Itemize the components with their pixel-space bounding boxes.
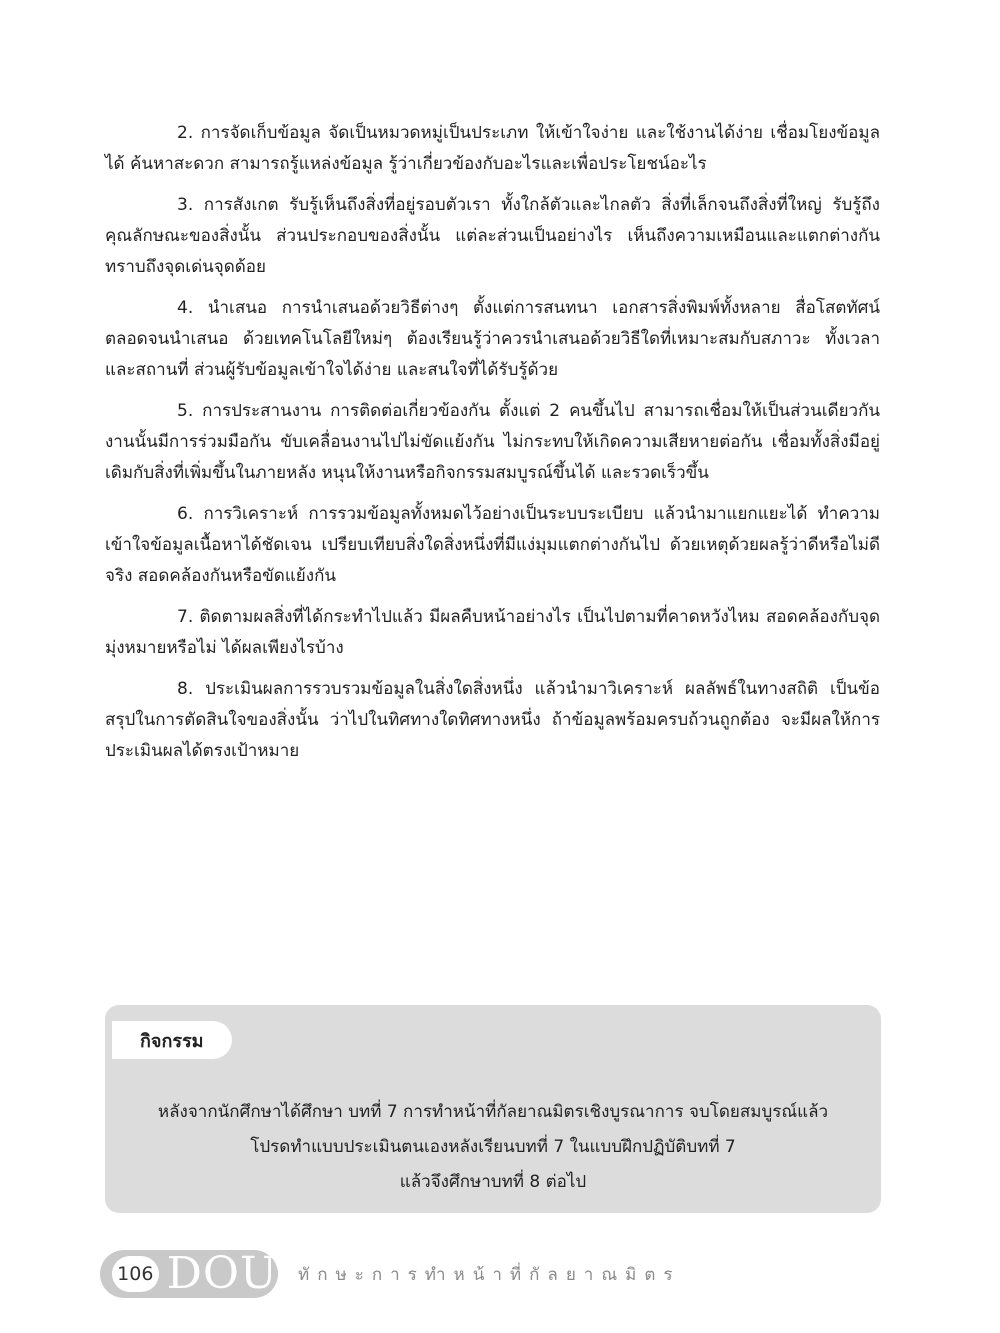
activity-label: กิจกรรม [112, 1021, 232, 1059]
paragraph-item-2: 2. การจัดเก็บข้อมูล จัดเป็นหมวดหมู่เป็นประเภท ให้เข้าใจง่าย และใช้งานได้ง่าย เชื่อมโยงข้อมูลได้ ค้นหาสะดวก สามารถรู้แหล่งข้อมูล รู้ว่าเกี่ยวข้องกับอะไรและเพื่อประโยชน์อะไร [105, 123, 880, 174]
activity-line-1: หลังจากนักศึกษาได้ศึกษา บทที่ 7 การทำหน้าที่กัลยาณมิตรเชิงบูรณาการ จบโดยสมบูรณ์แล้ว [157, 1102, 829, 1122]
paragraph-item-3: 3. การสังเกต รับรู้เห็นถึงสิ่งที่อยู่รอบตัวเรา ทั้งใกล้ตัวและไกลตัว สิ่งที่เล็กจนถึงสิ่งที่ใหญ่ รับรู้ถึงคุณลักษณะของสิ่งนั้น ส่วนประกอบของสิ่งนั้น แต่ละส่วนเป็นอย่างไร เห็นถึงความเหมือนและแตกต่างกัน ทราบถึงจุดเด่นจุดด้อย [105, 195, 880, 277]
page-number: 106 [112, 1256, 159, 1292]
activity-line-3: แล้วจึงศึกษาบทที่ 8 ต่อไป [399, 1172, 587, 1192]
paragraph-item-7: 7. ติดตามผลสิ่งที่ได้กระทำไปแล้ว มีผลคืบหน้าอย่างไร เป็นไปตามที่คาดหวังไหม สอดคล้องกับจุดมุ่งหมายหรือไม่ ได้ผลเพียงไรบ้าง [105, 607, 880, 658]
paragraph-item-5: 5. การประสานงาน การติดต่อเกี่ยวข้องกัน ตั้งแต่ 2 คนขึ้นไป สามารถเชื่อมให้เป็นส่วนเดียวกัน งานนั้นมีการร่วมมือกัน ขับเคลื่อนงานไปไม่ขัดแย้งกัน ไม่กระทบให้เกิดความเสียหายต่อกัน เชื่อมทั้งสิ่งมีอยู่เดิมกับสิ่งที่เพิ่มขึ้นในภายหลัง หนุนให้งานหรือกิจกรรมสมบูรณ์ขึ้นได้ และรวดเร็วขึ้น [105, 401, 880, 483]
activity-line-2: โปรดทำแบบประเมินตนเองหลังเรียนบทที่ 7 ในแบบฝึกปฏิบัติบทที่ 7 [250, 1137, 736, 1157]
activity-instructions [105, 1095, 881, 1200]
running-title: ทักษะการทำหน้าที่กัลยาณมิตร [298, 1264, 681, 1285]
paragraph-item-4: 4. นำเสนอ การนำเสนอด้วยวิธีต่างๆ ตั้งแต่การสนทนา เอกสารสิ่งพิมพ์ทั้งหลาย สื่อโสตทัศน์ ตลอดจนนำเสนอ ด้วยเทคโนโลยีใหม่ๆ ต้องเรียนรู้ว่าควรนำเสนอด้วยวิธีใดที่เหมาะสมกับสภาวะ ทั้งเวลาและสถานที่ ส่วนผู้รับข้อมูลเข้าใจได้ง่าย และสนใจที่ได้รับรู้ด้วย [105, 298, 880, 380]
body-text [105, 118, 880, 777]
dou-logo: DOU [166, 1248, 278, 1299]
paragraph-item-8: 8. ประเมินผลการรวบรวมข้อมูลในสิ่งใดสิ่งหนึ่ง แล้วนำมาวิเคราะห์ ผลลัพธ์ในทางสถิติ เป็นข้อสรุปในการตัดสินใจของสิ่งนั้น ว่าไปในทิศทางใดทิศทางหนึ่ง ถ้าข้อมูลพร้อมครบถ้วนถูกต้อง จะมีผลให้การประเมินผลได้ตรงเป้าหมาย [105, 679, 880, 761]
paragraph-item-6: 6. การวิเคราะห์ การรวมข้อมูลทั้งหมดไว้อย่างเป็นระบบระเบียบ แล้วนำมาแยกแยะได้ ทำความเข้าใจข้อมูลเนื้อหาได้ชัดเจน เปรียบเทียบสิ่งใดสิ่งหนึ่งที่มีแง่มุมแตกต่างกันไป ด้วยเหตุด้วยผลรู้ว่าดีหรือไม่ดีจริง สอดคล้องกันหรือขัดแย้งกัน [105, 504, 880, 586]
page-footer [100, 1250, 681, 1298]
page-number-pill [100, 1250, 278, 1298]
